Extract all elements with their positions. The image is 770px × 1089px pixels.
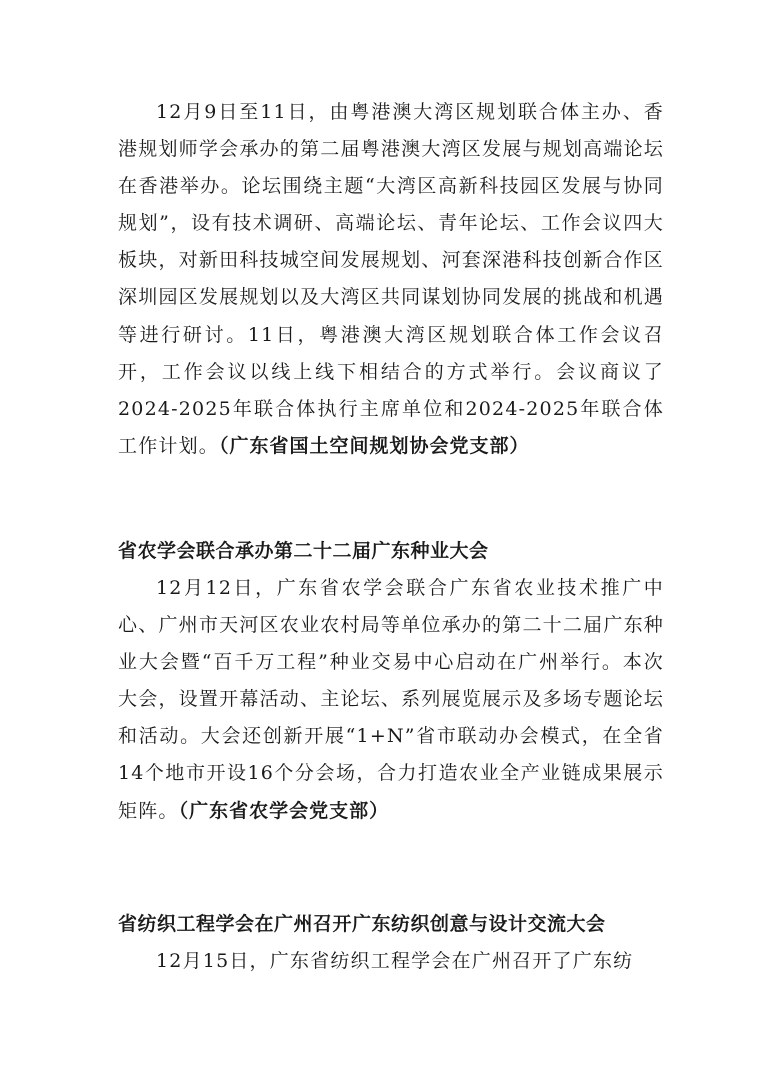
- article-title: 省纺织工程学会在广州召开广东纺织创意与设计交流大会: [118, 913, 606, 935]
- article-body: 12月15日，广东省纺织工程学会在广州召开了广东纺: [156, 950, 634, 972]
- article-source: （广东省农学会党支部）: [178, 799, 390, 822]
- article-paragraph: [118, 94, 664, 465]
- article-title: 省农学会联合承办第二十二届广东种业大会: [118, 540, 489, 562]
- article-paragraph: [118, 943, 664, 980]
- article-source: （广东省国土空间规划协会党支部）: [219, 434, 530, 457]
- article-paragraph: [118, 570, 664, 830]
- article-body: 12月9日至11日，由粤港澳大湾区规划联合体主办、香港规划师学会承办的第二届粤港澳大湾区发展与规划高端论坛在香港举办。论坛围绕主题“大湾区高新科技园区发展与协同规划”，设有技术调研、高端论坛、青年论坛、工作会议四大板块，对新田科技城空间发展规划、河套深港科技创新合作区深圳园区发展规划以及大湾区共同谋划协同发展的挑战和机遇等进行研讨。11日，粤港澳大湾区规划联合体工作会议召开，工作会议以线上线下相结合的方式举行。会议商议了2024-2025年联合体执行主席单位和2024-2025年联合体工作计划。: [118, 101, 664, 457]
- article-body: 12月12日，广东省农学会联合广东省农业技术推广中心、广州市天河区农业农村局等单位承办的第二十二届广东种业大会暨“百千万工程”种业交易中心启动在广州举行。本次大会，设置开幕活动、主论坛、系列展览展示及多场专题论坛和活动。大会还创新开展“1+N”省市联动办会模式，在全省14个地市开设16个分会场，合力打造农业全产业链成果展示矩阵。: [118, 577, 664, 822]
